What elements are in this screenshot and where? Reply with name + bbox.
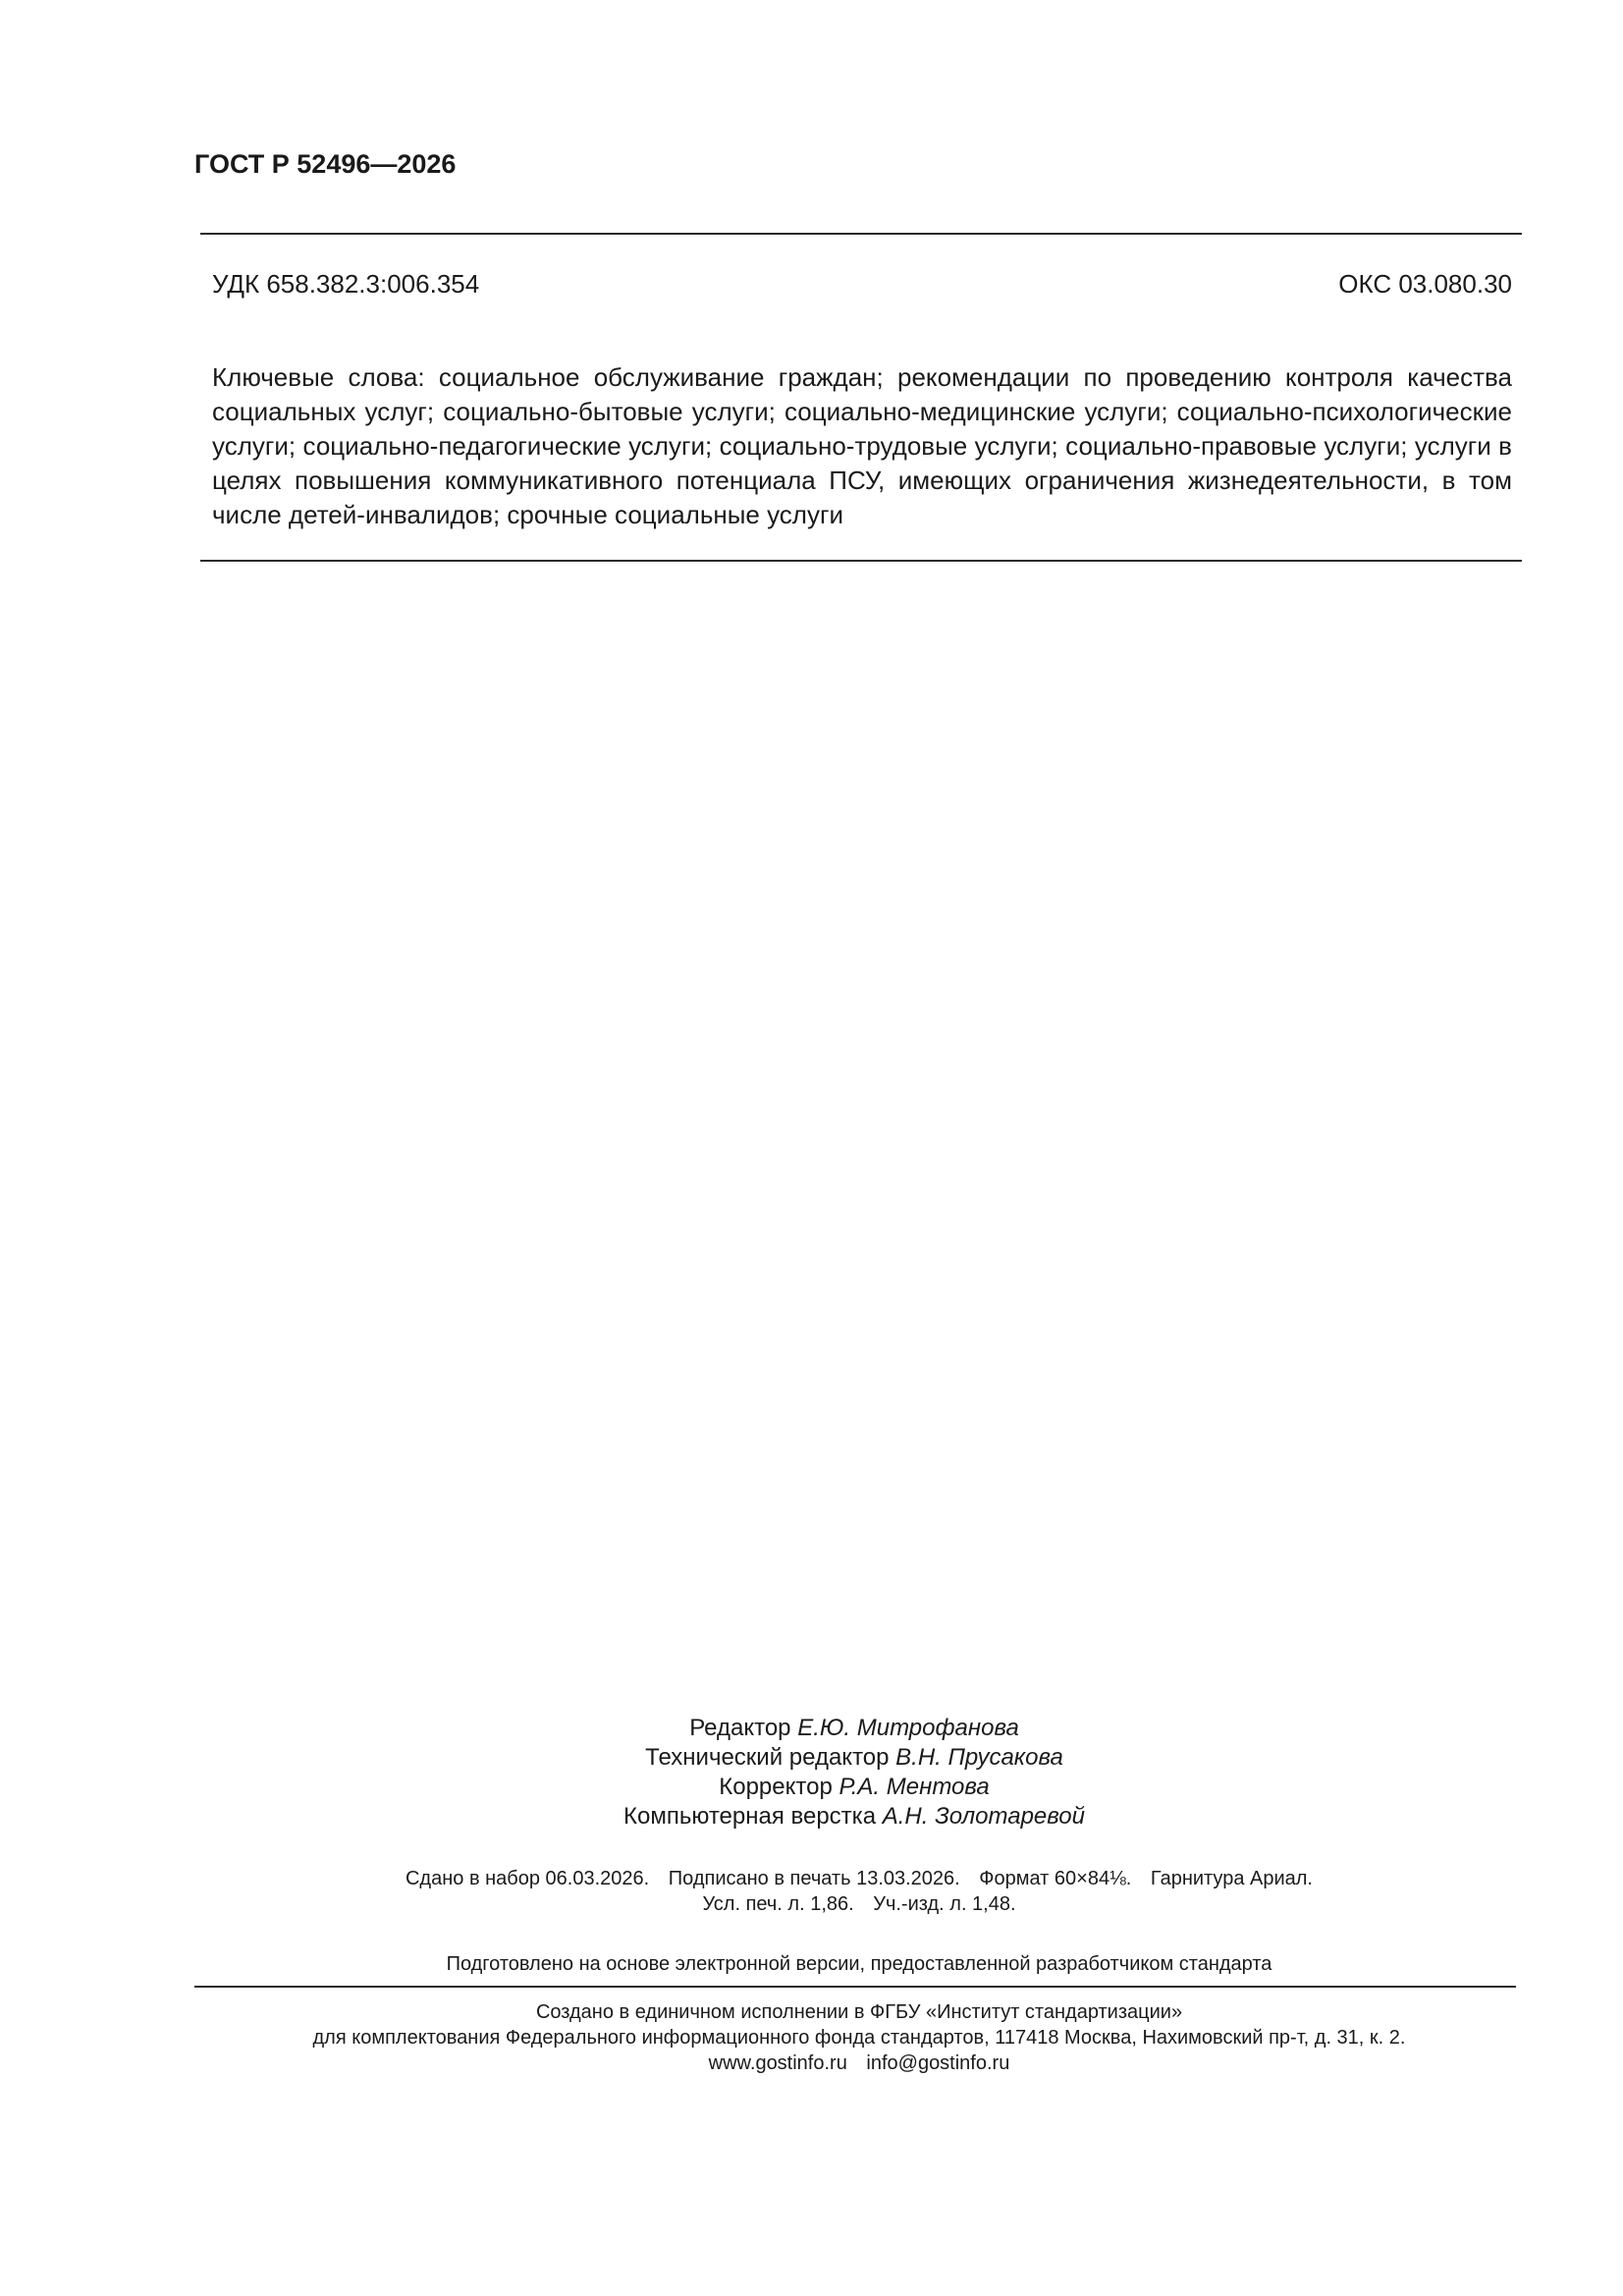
publisher-block: [196, 1999, 1522, 2076]
print-info-line-2: [245, 1891, 1473, 1917]
udk-code: УДК 658.382.3:006.354: [212, 269, 480, 299]
print-info-line-1: [245, 1866, 1473, 1891]
credit-role: Корректор: [719, 1774, 833, 1800]
publisher-line-1: Создано в единичном исполнении в ФГБУ «Институт стандартизации»: [535, 2001, 1183, 2023]
publisher-contacts: [196, 2050, 1522, 2076]
keywords-paragraph: Ключевые слова: социальное обслуживание граждан; рекомендации по проведению контроля качества социальных услуг; социально-бытовые услуги; социально-медицинские услуги; социально-психологические услуги; социально-педагогические услуги; социально-трудовые услуги; социально-правовые услуги; услуги в целях повышения коммуникативного потенциала ПСУ, имеющих ограничения жизнедеятельности, в том числе детей-инвалидов; срочные социальные услуги: [212, 362, 1512, 529]
credit-layout: [324, 1802, 1384, 1831]
signed-date: Подписано в печать 13.03.2026.: [668, 1868, 960, 1889]
credit-person: В.Н. Прусакова: [895, 1744, 1063, 1771]
credit-role: Редактор: [689, 1715, 791, 1741]
email-link[interactable]: info@gostinfo.ru: [866, 2052, 1010, 2074]
credit-person: Е.Ю. Митрофанова: [797, 1715, 1019, 1741]
credit-role: Технический редактор: [645, 1744, 890, 1771]
oks-code: ОКС 03.080.30: [1338, 269, 1512, 299]
publisher-sheets: Уч.-изд. л. 1,48.: [873, 1893, 1016, 1915]
credits-block: [324, 1714, 1384, 1831]
typeface: Гарнитура Ариал.: [1150, 1868, 1313, 1889]
publisher-line-2: для комплектования Федерального информационного фонда стандартов, 117418 Москва, Нахимовский пр-т, д. 31, к. 2.: [312, 2027, 1406, 2049]
print-info: [245, 1866, 1473, 1917]
top-divider: [200, 233, 1522, 235]
credit-person: А.Н. Золотаревой: [882, 1803, 1085, 1830]
keywords-divider: [200, 560, 1522, 562]
credit-person: Р.А. Ментова: [839, 1774, 990, 1800]
classification-row: [212, 268, 1512, 300]
website-link[interactable]: www.gostinfo.ru: [708, 2052, 847, 2074]
standard-code: ГОСТ Р 52496—2026: [194, 149, 457, 179]
credit-role: Компьютерная верстка: [623, 1803, 877, 1830]
paper-format: Формат 60×84⅛.: [979, 1868, 1132, 1889]
credit-editor: [324, 1714, 1384, 1743]
credit-proofreader: [324, 1773, 1384, 1802]
footer-divider: [194, 1986, 1516, 1988]
submitted-date: Сдано в набор 06.03.2026.: [405, 1868, 650, 1889]
credit-technical-editor: [324, 1743, 1384, 1773]
conventional-sheets: Усл. печ. л. 1,86.: [702, 1893, 854, 1915]
prepared-note: Подготовлено на основе электронной версии, предоставленной разработчиком стандарта: [446, 1953, 1272, 1975]
